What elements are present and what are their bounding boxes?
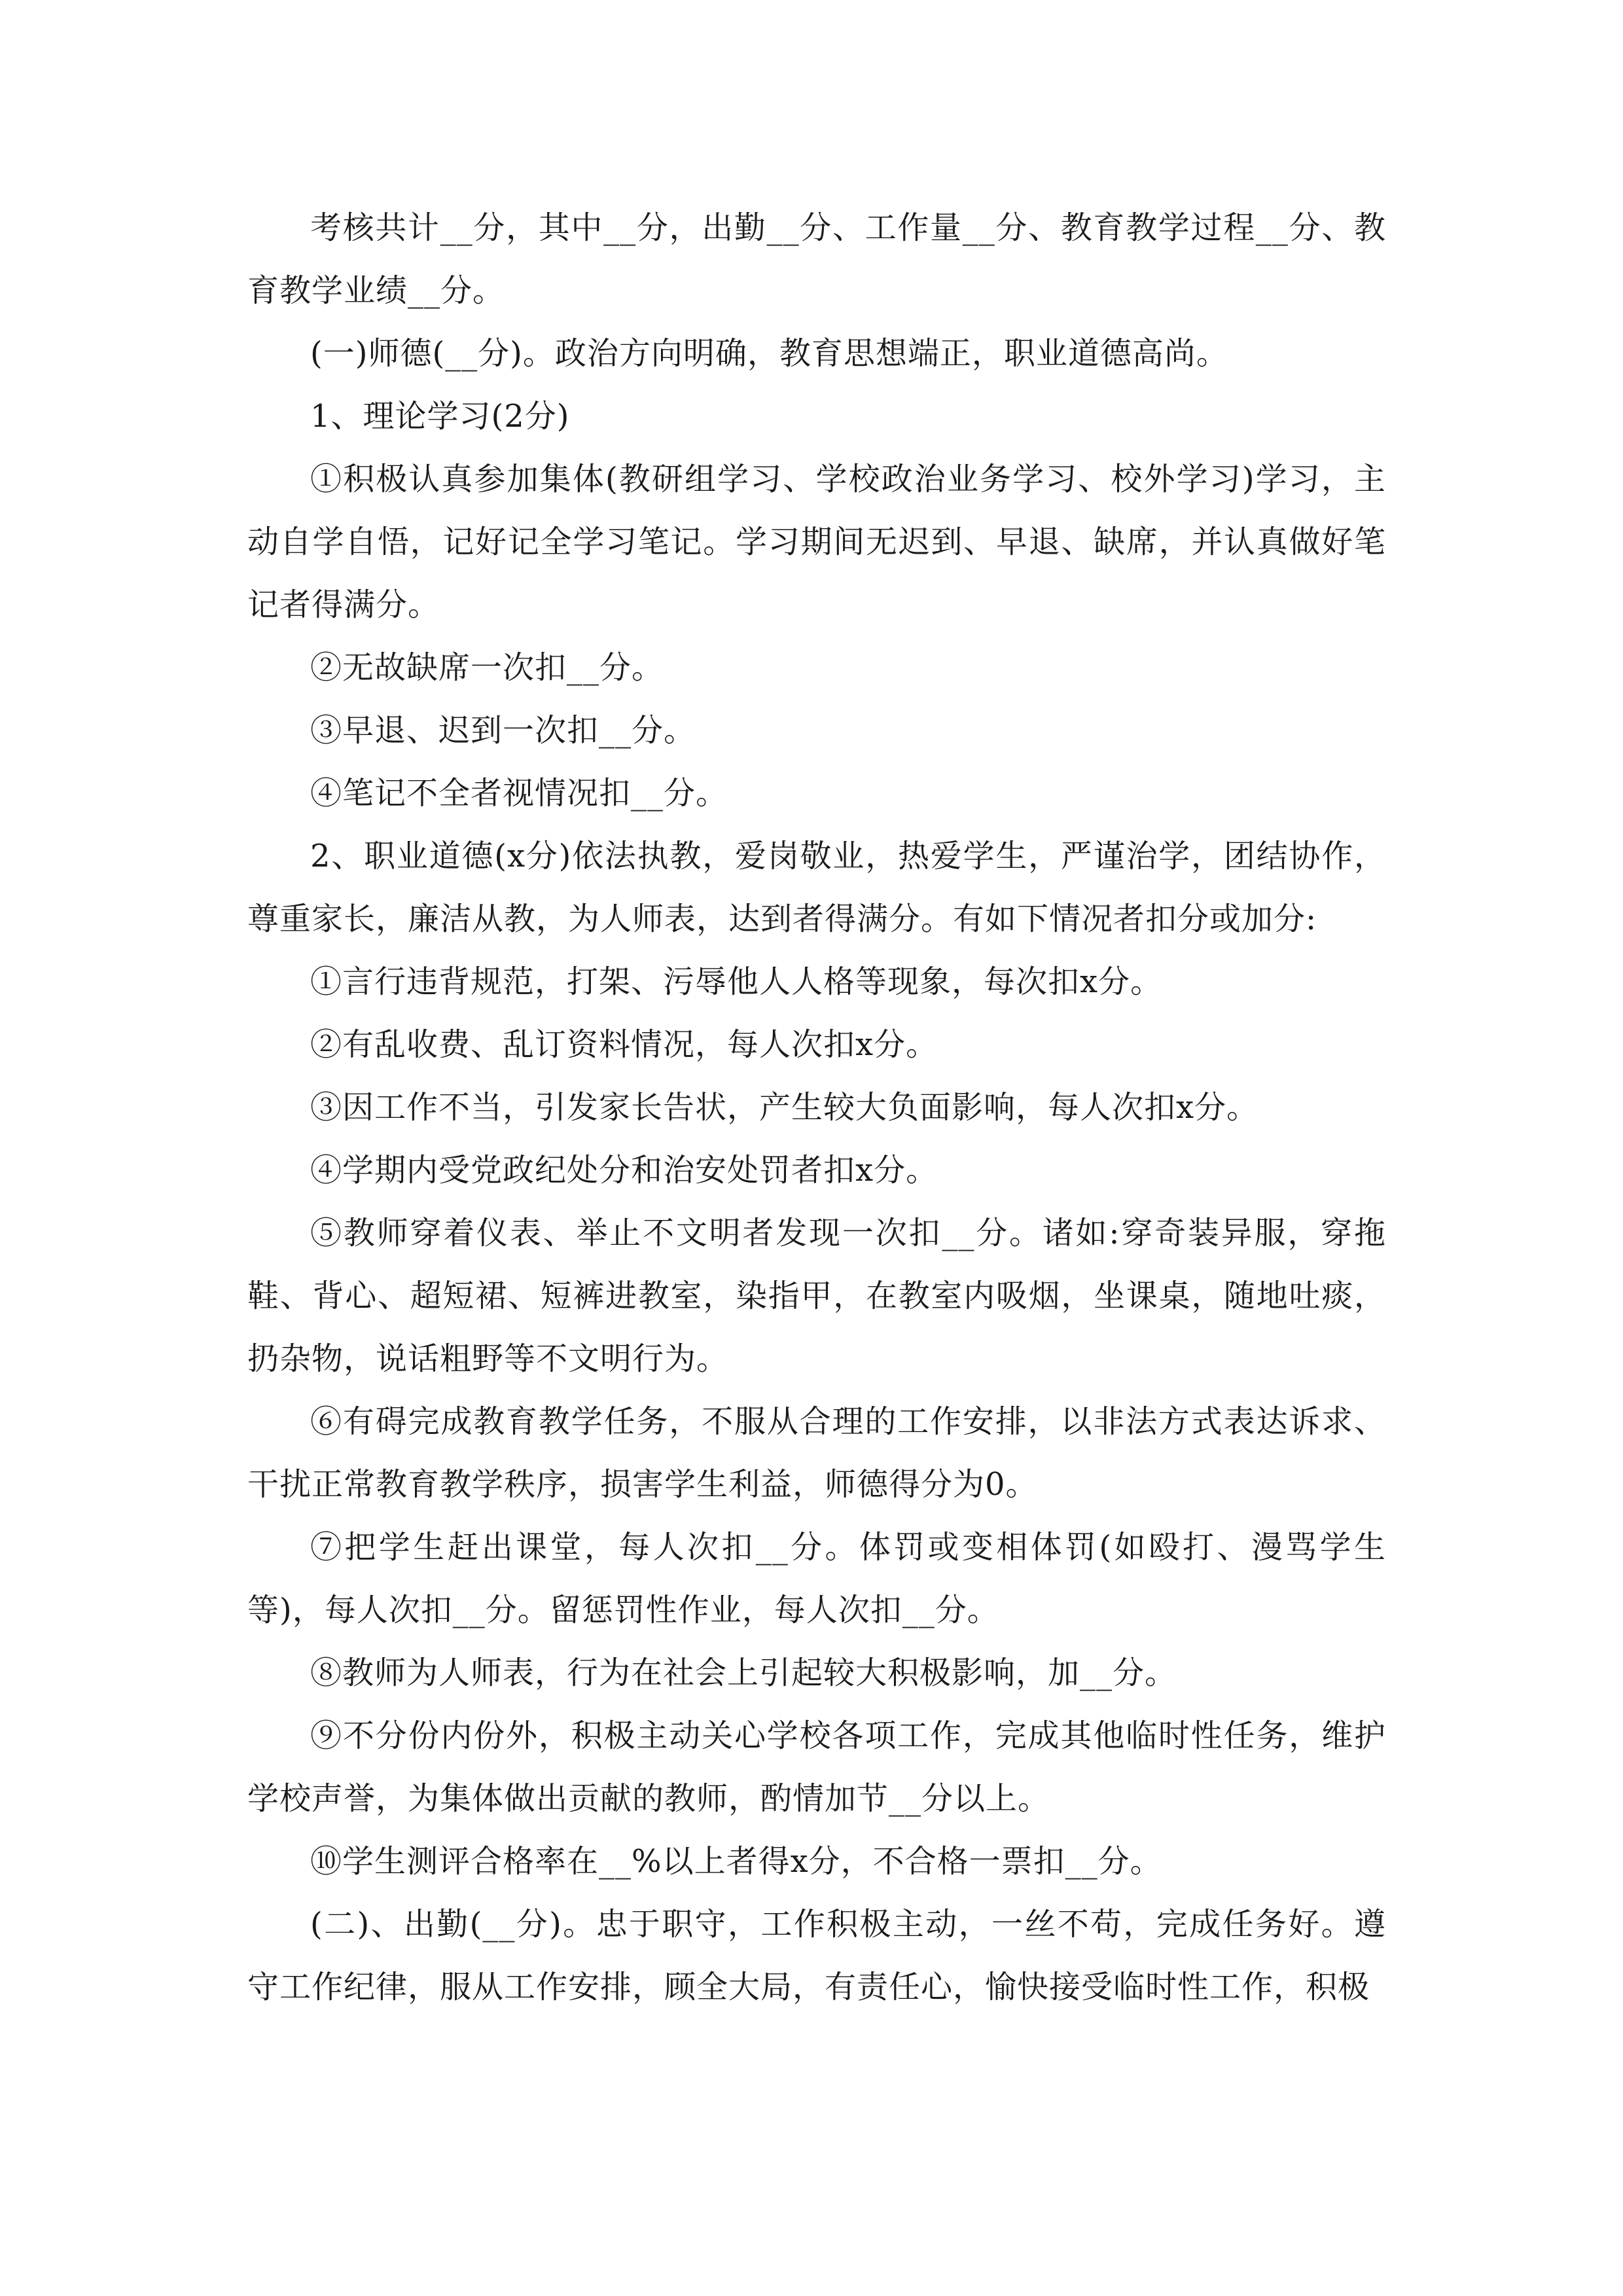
list-item-parent-complaint: ③因工作不当，引发家长告状，产生较大负面影响，每人次扣x分。: [310, 1089, 1259, 1126]
list-item-corporal-punishment: ⑦把学生赶出课堂，每人次扣__分。体罚或变相体罚(如殴打、漫骂学生等)，每人次扣__分。留惩罚性作业，每人次扣__分。: [247, 1529, 1386, 1628]
list-item-appearance-conduct: ⑤教师穿着仪表、举止不文明者发现一次扣__分。诸如:穿奇装异服，穿拖鞋、背心、超短裙、短裤进教室，染指甲，在教室内吸烟，坐课桌，随地吐痰，扔杂物，说话粗野等不文明行为。: [247, 1215, 1386, 1377]
list-item-disciplinary-action: ④学期内受党政纪处分和治安处罚者扣x分。: [310, 1152, 938, 1189]
list-item-positive-influence: ⑧教师为人师表，行为在社会上引起较大积极影响，加__分。: [310, 1655, 1177, 1691]
section-heading-teacher-ethics: (一)师德(__分)。政治方向明确，教育思想端正，职业道德高尚。: [310, 335, 1228, 372]
list-item-fees-violation: ②有乱收费、乱订资料情况，每人次扣x分。: [310, 1026, 938, 1063]
list-item-extra-work-bonus: ⑨不分份内份外，积极主动关心学校各项工作，完成其他临时性任务，维护学校声誉，为集体做出贡献的教师，酌情加节__分以上。: [247, 1717, 1386, 1817]
list-item-study-participation: ①积极认真参加集体(教研组学习、学校政治业务学习、校外学习)学习，主动自学自悟，记好记全学习笔记。学习期间无迟到、早退、缺席，并认真做好笔记者得满分。: [247, 461, 1386, 623]
paragraph-assessment-total: 考核共计__分，其中__分，出勤__分、工作量__分、教育教学过程__分、教育教学业绩__分。: [247, 209, 1386, 309]
list-item-absence-deduction: ②无故缺席一次扣__分。: [310, 649, 664, 686]
list-item-notes-deduction: ④笔记不全者视情况扣__分。: [310, 775, 728, 812]
list-item-conduct-violation: ①言行违背规范，打架、污辱他人人格等现象，每次扣x分。: [310, 963, 1163, 1000]
list-item-late-deduction: ③早退、迟到一次扣__分。: [310, 712, 696, 749]
list-item-student-evaluation: ⑩学生测评合格率在__%以上者得x分，不合格一票扣__分。: [310, 1843, 1162, 1880]
list-item-obstruction: ⑥有碍完成教育教学任务，不服从合理的工作安排，以非法方式表达诉求、干扰正常教育教学秩序，损害学生利益，师德得分为0。: [247, 1403, 1386, 1503]
subheading-professional-ethics: 2、职业道德(x分)依法执教，爱岗敬业，热爱学生，严谨治学，团结协作，尊重家长，廉洁从教，为人师表，达到者得满分。有如下情况者扣分或加分:: [247, 838, 1386, 937]
document-body: [247, 196, 1386, 2018]
subheading-theory-study: 1、理论学习(2分): [310, 398, 570, 435]
section-heading-attendance: (二)、出勤(__分)。忠于职守，工作积极主动，一丝不苟，完成任务好。遵守工作纪律，服从工作安排，顾全大局，有责任心，愉快接受临时性工作，积极: [247, 1906, 1386, 2005]
